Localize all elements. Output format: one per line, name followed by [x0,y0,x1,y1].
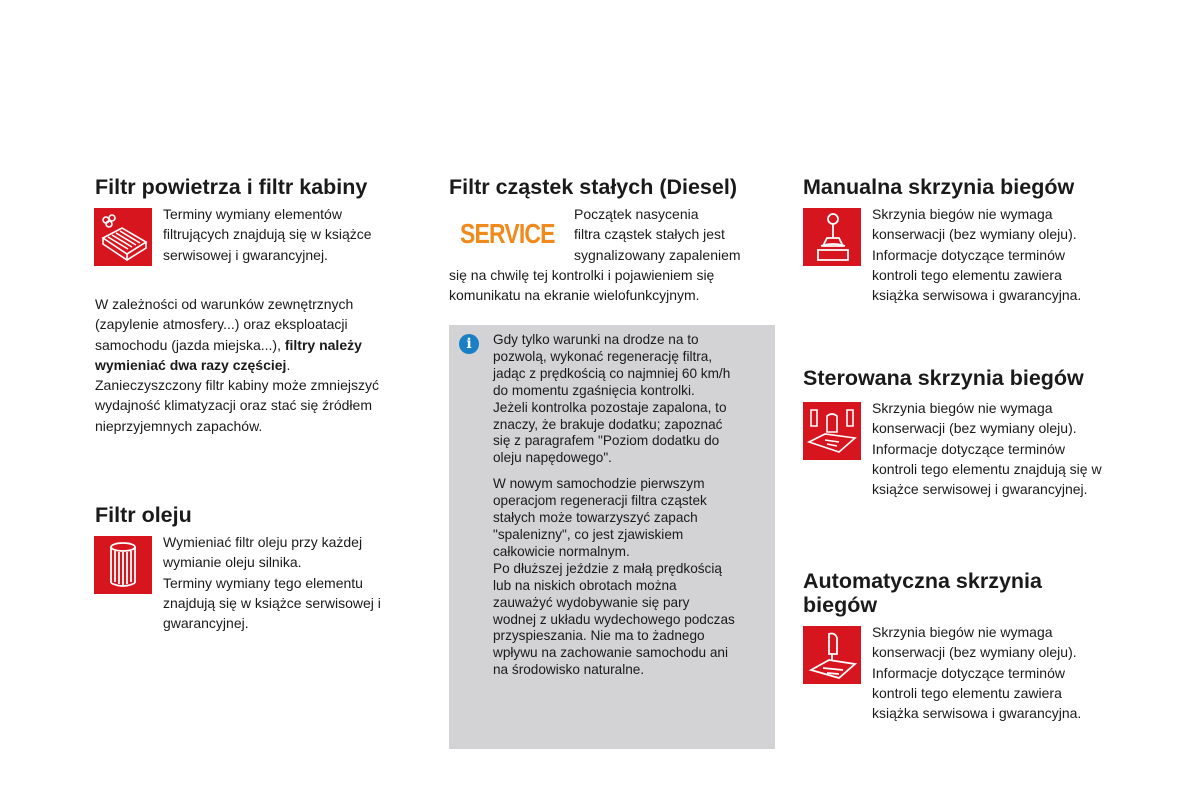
oil-filter-text [163,532,423,633]
air-filter-heading: Filtr powietrza i filtr kabiny [95,175,368,199]
text-line: filtrujących znajdują się w książce [163,226,372,243]
oil-filter-icon [94,536,152,594]
text-line: konserwacji (bez wymiany oleju). [872,644,1077,661]
text-line: Informacje dotyczące terminów [872,246,1065,263]
air-filter-paragraph [95,294,425,436]
text-line: W nowym samochodzie pierwszym [493,476,705,492]
text-line: całkowicie normalnym. [493,543,630,559]
text-line: filtra cząstek stałych jest [574,226,725,243]
text-line: serwisowej i gwarancyjnej. [163,246,328,263]
particle-filter-text-bottom [449,265,779,306]
text-line: znajdują się w książce serwisowej i [163,594,381,611]
heading-line: Automatyczna skrzynia [803,569,1042,593]
automatic-gearbox-icon [803,626,861,684]
service-warning-icon: SERVICE [460,218,555,249]
text-line: Skrzynia biegów nie wymaga [872,400,1053,416]
text-line: W zależności od warunków zewnętrznych [95,296,354,312]
text-line: książka serwisowa i gwarancyjna. [872,287,1082,304]
text-line: kontroli tego elementu zawiera [872,266,1062,283]
manual-gearbox-heading: Manualna skrzynia biegów [803,175,1075,199]
particle-filter-heading: Filtr cząstek stałych (Diesel) [449,175,737,199]
text-line: do momentu zgaśnięcia kontrolki. [493,382,695,398]
text-line: Po dłuższej jeździe z małą prędkością [493,560,722,576]
manual-gearbox-text [872,204,1172,305]
emphasis: filtry należy [284,336,362,353]
air-filter-text [163,204,423,265]
text-line: kontroli tego elementu zawiera [872,684,1062,701]
text-line: "spalenizny", co jest zjawiskiem [493,526,684,542]
text-line: jadąc z prędkością co najmniej 60 km/h [493,365,731,381]
text-line: nieprzyjemnych zapachów. [95,417,263,434]
text-line: na środowisko naturalne. [493,662,645,678]
text-line: pozwolą, wykonać regenerację filtra, [493,348,713,364]
text-line: przyspieszania. Nie ma to żadnego [493,628,705,644]
text-line: Terminy wymiany elementów [163,206,342,222]
text-line: książce serwisowej i gwarancyjnej. [872,481,1088,498]
text-line: sygnalizowany zapaleniem [574,246,741,263]
text-line: lub na niskich obrotach można [493,577,677,593]
text-line: oleju napędowego". [493,450,612,466]
text-line: się na chwilę tej kontrolki i pojawieniem się [449,267,715,283]
air-filter-icon [94,208,152,266]
text-line: wodnej z układu wydechowego podczas [493,611,735,627]
text-line: wpływu na zachowanie samochodu ani [493,645,729,661]
manual-gear-lever-icon [803,208,861,266]
info-icon: i [459,334,479,354]
text-line: Gdy tylko warunki na drodze na to [493,332,699,347]
text-line: komunikatu na ekranie wielofunkcyjnym. [449,287,700,304]
text-line: (zapylenie atmosfery...) oraz eksploatacji [95,316,348,333]
text-line: Terminy wymiany tego elementu [163,574,363,591]
text-line: gwarancyjnej. [163,615,249,632]
heading-line: biegów [803,593,878,617]
text-line: Skrzynia biegów nie wymaga [872,206,1053,222]
text-line: stałych może towarzyszyć zapach [493,510,698,526]
text-line: samochodu (jazda miejska...), filtry należy [95,336,362,353]
text-line: się z paragrafem "Poziom dodatku do [493,433,720,449]
text-line: konserwacji (bez wymiany oleju). [872,226,1077,243]
text-line: wymianie oleju silnika. [163,554,302,571]
particle-filter-text-top [574,204,774,265]
emphasis: wymieniać dwa razy częściej [95,356,287,373]
oil-filter-heading: Filtr oleju [95,503,192,527]
automatic-gearbox-heading [803,569,1042,617]
text-line: wydajność klimatyzacji oraz stać się źródłem [95,397,372,414]
text-line: operacjom regeneracji filtra cząstek [493,493,707,509]
text-line: zauważyć wydobywanie się pary [493,594,690,610]
text-line: Jeżeli kontrolka pozostaje zapalona, to [493,399,727,415]
text-line: Informacje dotyczące terminów [872,664,1065,681]
piloted-gearbox-heading: Sterowana skrzynia biegów [803,366,1084,390]
text-line: kontroli tego elementu znajdują się w [872,460,1102,477]
text-line: Początek nasycenia [574,206,699,222]
text-line: wymieniać dwa razy częściej. [95,356,291,373]
automatic-gearbox-text [872,622,1172,723]
text-line: Skrzynia biegów nie wymaga [872,624,1053,640]
info-note-text [493,332,773,679]
text-line: Wymieniać filtr oleju przy każdej [163,534,363,550]
text-line: znaczy, że brakuje dodatku; zapoznać [493,416,723,432]
text-line: Informacje dotyczące terminów [872,440,1065,457]
piloted-gearbox-text [872,398,1172,499]
piloted-gearbox-icon [803,402,861,460]
text-line: książka serwisowa i gwarancyjna. [872,705,1082,722]
text-line: konserwacji (bez wymiany oleju). [872,420,1077,437]
text-line: Zanieczyszczony filtr kabiny może zmniejszyć [95,377,379,394]
